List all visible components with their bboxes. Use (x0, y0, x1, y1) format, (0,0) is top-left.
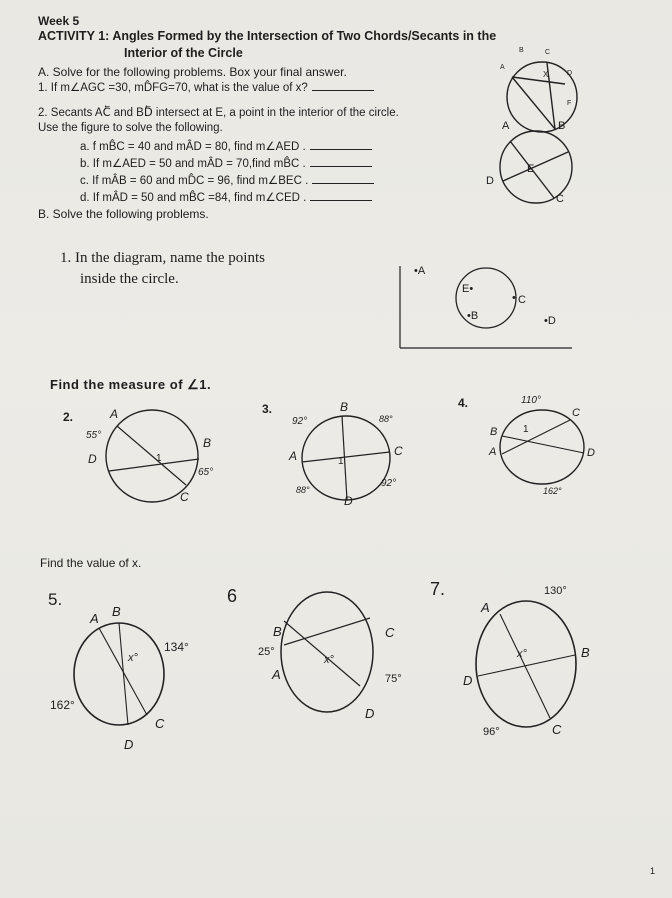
p4-angle-1: 1 (523, 424, 529, 435)
answer-blank-2b[interactable] (310, 157, 372, 167)
point-e: E• (462, 283, 474, 295)
p5-label-d: D (124, 737, 134, 752)
p5-arc-bc: 134° (164, 640, 189, 654)
part-a-question-2-instruction: Use the figure to solve the following. (38, 122, 223, 134)
p7-label-c: C (552, 722, 562, 737)
question-2a-text: a. f mB̂C = 40 and mÂD = 80, find m∠AED . (80, 141, 306, 153)
part-a-question-2: 2. Secants AC⃖ and BD⃖ intersect at E, a point in the interior of the circle. (38, 107, 399, 119)
p3-label-d: D (344, 494, 353, 508)
p5-x: x° (128, 652, 138, 664)
p5-label-c: C (155, 716, 165, 731)
question-2d (80, 190, 372, 204)
activity-title: ACTIVITY 1: Angles Formed by the Intersection of Two Chords/Secants in the (38, 29, 497, 43)
fig2-label-a: A (502, 120, 510, 132)
p4-label-a: A (489, 446, 497, 458)
question-2d-text: d. If mÂD = 50 and mB̂C =84, find m∠CED . (80, 192, 307, 204)
p7-label-a: A (481, 600, 490, 615)
part-b-instruction: B. Solve the following problems. (38, 207, 209, 221)
problem-5-circle (73, 620, 173, 730)
problem-3-circle (300, 414, 400, 504)
p7-label-b: B (581, 645, 590, 660)
fig2-label-e: E (527, 163, 535, 175)
p3-label-a: A (289, 449, 298, 463)
p4-label-b: B (490, 426, 498, 438)
answer-blank-2d[interactable] (310, 191, 372, 201)
p6-label-c: C (385, 625, 395, 640)
point-a: •A (414, 265, 426, 277)
p5-label-a: A (90, 611, 99, 626)
fig2-label-d: D (486, 175, 494, 187)
p7-arc-ab: 130° (544, 585, 567, 597)
question-1-text: 1. If m∠AGC =30, mD̂FG=70, what is the value of x? (38, 82, 308, 94)
p3-arc-da: 88° (296, 485, 310, 495)
fig1-label-a: A (500, 64, 505, 71)
fig1-label-c: C (545, 49, 551, 56)
problem-6-circle (280, 590, 390, 720)
point-b: •B (467, 310, 479, 322)
fig1-label-d: D (567, 70, 573, 77)
p4-arc-bc: 110° (521, 395, 541, 406)
fig1-label-f: F (567, 100, 572, 107)
p7-arc-dc: 96° (483, 726, 500, 738)
fig2-label-b: B (558, 120, 566, 132)
fig2-label-c: C (556, 193, 564, 205)
p6-label-a: A (272, 667, 281, 682)
p7-label-d: D (463, 673, 473, 688)
p6-x: x° (324, 654, 334, 666)
p2-label-c: C (180, 490, 189, 504)
part-a-instruction: A. Solve for the following problems. Box your final answer. (38, 65, 347, 79)
p3-arc-bc: 88° (379, 414, 393, 424)
p2-label-a: A (110, 407, 119, 421)
point-c-dot: • (512, 292, 516, 304)
p6-label-d: D (365, 706, 375, 721)
fig1-label-x: X (543, 70, 549, 79)
p5-label-b: B (112, 604, 121, 619)
p3-arc-ab: 92° (292, 416, 308, 427)
problem-7-circle (474, 598, 584, 733)
question-2c-text: c. If mÂB = 60 and mD̂C = 96, find m∠BEC . (80, 175, 309, 187)
part-b-question-1: 1. In the diagram, name the points (60, 250, 265, 266)
point-c: C (518, 294, 526, 306)
question-2c (80, 173, 374, 187)
p4-label-c: C (572, 407, 580, 419)
p2-arc-bc: 65° (198, 467, 214, 478)
problem-4-circle (498, 408, 588, 488)
fig1-label-b: B (519, 47, 524, 54)
question-2a (80, 139, 372, 153)
p2-label-b: B (203, 436, 212, 450)
p3-angle-1: 1 (338, 456, 344, 467)
activity-title-cont: Interior of the Circle (124, 46, 243, 60)
question-2b-text: b. If m∠AED = 50 and mÂD = 70,find mB̂C . (80, 158, 306, 170)
problem-2-circle (100, 410, 210, 500)
find-angle-heading: Find the measure of ∠1. (50, 377, 212, 392)
p3-label-c: C (394, 444, 403, 458)
p4-arc-ad: 162° (543, 486, 562, 496)
p4-label-d: D (587, 447, 595, 459)
p6-arc-cd: 75° (385, 673, 402, 685)
p7-x: x° (517, 648, 527, 660)
figure-circle-aebd (490, 125, 590, 205)
p2-label-d: D (88, 452, 97, 466)
problem-5-number: 5. (48, 590, 63, 609)
week-label: Week 5 (38, 14, 80, 28)
problem-3-number: 3. (262, 402, 273, 416)
p3-arc-cd: 92° (381, 478, 397, 489)
problem-6-number: 6 (227, 586, 238, 606)
point-d: •D (544, 315, 556, 327)
page-number: 1 (650, 866, 656, 876)
p3-label-b: B (340, 400, 349, 414)
answer-blank-2c[interactable] (312, 174, 374, 184)
question-2b (80, 156, 372, 170)
problem-2-number: 2. (63, 410, 74, 424)
answer-blank-2a[interactable] (310, 140, 372, 150)
p2-arc-ad: 55° (86, 430, 102, 441)
problem-7-number: 7. (430, 579, 446, 599)
p6-label-b: B (273, 624, 282, 639)
problem-4-number: 4. (458, 396, 469, 410)
part-a-question-1 (38, 80, 374, 94)
find-x-heading: Find the value of x. (40, 556, 142, 570)
p6-arc-ab: 25° (258, 646, 275, 658)
p5-arc-ad: 162° (50, 698, 75, 712)
part-b-question-1-cont: inside the circle. (80, 271, 179, 287)
answer-blank[interactable] (312, 81, 374, 91)
p2-angle-1: 1 (156, 453, 162, 464)
